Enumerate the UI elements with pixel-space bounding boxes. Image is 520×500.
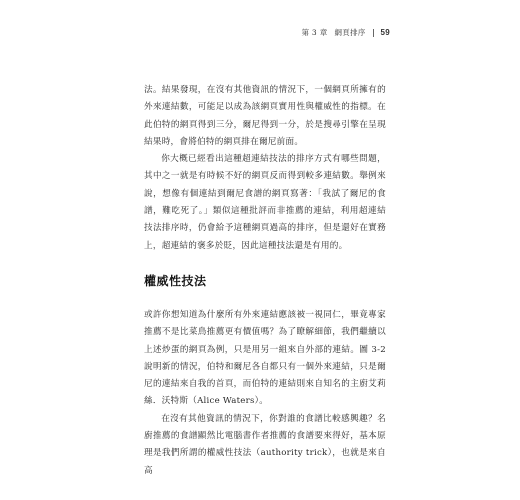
page-number: 59: [380, 28, 390, 37]
paragraph-authority-trick: 在沒有其他資訊的情況下，你對誰的食譜比較感興趣？名廚推薦的食譜顯然比電腦書作者推薦的食譜要來得好，基本原理是我們所謂的權威性技法（authority trick），也就是來自高: [144, 413, 386, 476]
running-header: [301, 27, 390, 38]
paragraph-hyperlink-problems: 你大概已經看出這種超連結技法的排序方式有哪些問題，其中之一就是有時候不好的網頁反而得到較多連結數。舉例來說，想像有個連結到爾尼食譜的網頁寫著：「我試了爾尼的食譜，難吃死了。」類似這種批評而非推薦的連結，利用超連結技法排序時，仍會給予這種網頁過高的排序，但是還好在實務上，超連結的褒多於貶，因此這種技法還是有用的。: [144, 154, 386, 251]
header-divider: [373, 29, 374, 37]
paragraph-continued: 法。結果發現，在沒有其他資訊的情況下，一個網頁所擁有的外來連結數，可能足以成為該網頁實用性與權威性的指標。在此伯特的網頁得到三分，爾尼得到一分，於是搜尋引擎在呈現結果時，會將伯特的網頁排在爾尼前面。: [144, 85, 386, 147]
chapter-title: 網頁排序: [334, 28, 366, 37]
section-heading: 權威性技法: [144, 273, 207, 288]
chapter-label: 第 3 章: [301, 28, 328, 37]
page-body: [144, 82, 386, 480]
paragraph-authority-intro: 或許你想知道為什麼所有外來連結應該被一視同仁，畢竟專家推薦不是比菜鳥推薦更有價值嗎？為了瞭解細節，我們繼續以上述炒蛋的網頁為例，只是用另一組來自外部的連結。圖 3-2說明新的情況，伯特和爾尼各自都只有一個外來連結，只是爾尼的連結來自我的首頁，而伯特的連結則來自知名的主廚艾莉絲．沃特斯（Alice Waters）。: [144, 309, 386, 407]
